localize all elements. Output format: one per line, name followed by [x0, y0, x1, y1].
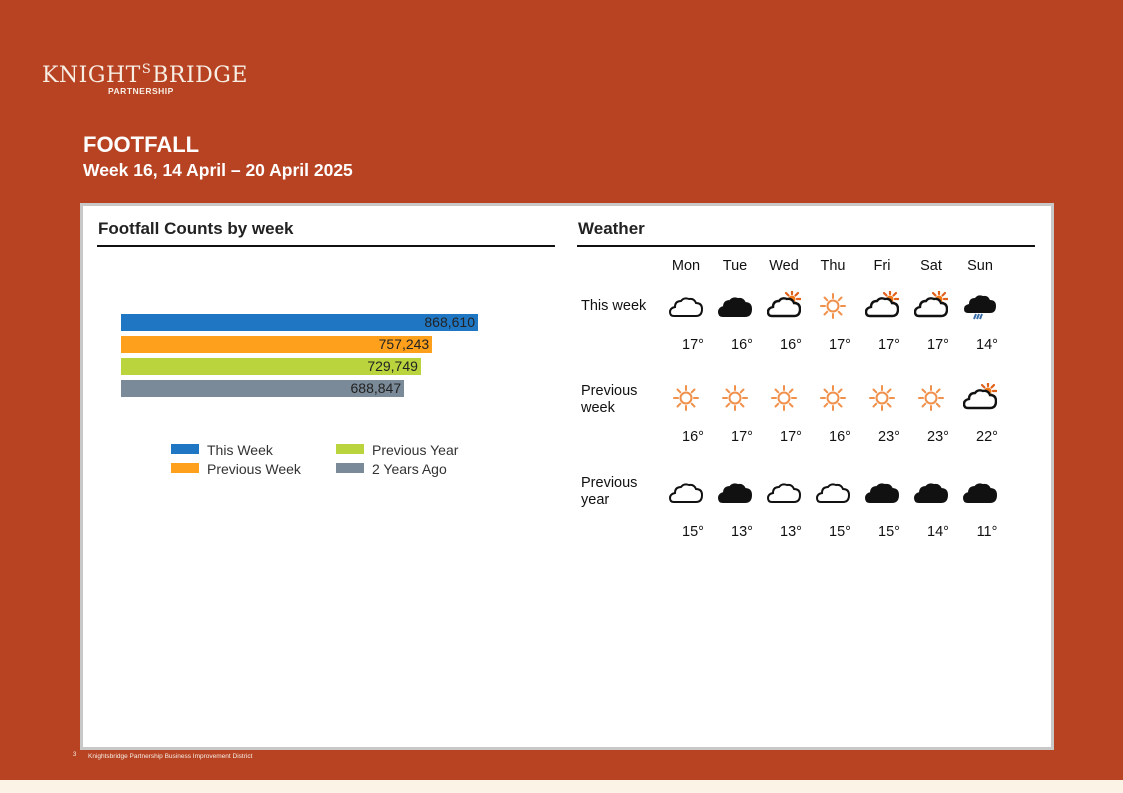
temperature-value: 16° — [682, 429, 704, 445]
temperature-value: 17° — [927, 337, 949, 353]
logo-subtitle: PARTNERSHIP — [108, 86, 174, 96]
legend-label: This Week — [207, 442, 273, 458]
sun-icon — [914, 383, 948, 413]
page-number: 3 — [73, 752, 77, 758]
cloud-rain-icon — [963, 291, 997, 321]
day-label-mon: Mon — [671, 258, 701, 274]
temperature-value: 17° — [731, 429, 753, 445]
legend-item-2-years-ago — [336, 461, 447, 477]
sun-icon — [669, 383, 703, 413]
page-subtitle: Week 16, 14 April – 20 April 2025 — [83, 160, 353, 180]
footfall-bar-2-years-ago: 688,847 — [121, 380, 404, 397]
temperature-value: 13° — [780, 524, 802, 540]
cloud-filled-icon — [865, 477, 899, 507]
day-label-sat: Sat — [920, 258, 942, 274]
cloud-filled-icon — [718, 477, 752, 507]
day-label-sun: Sun — [967, 258, 993, 274]
weather-row-label: This week — [581, 298, 647, 314]
cloud-filled-icon — [718, 291, 752, 321]
temperature-value: 22° — [976, 429, 998, 445]
cloud-sun-icon — [767, 291, 801, 321]
weather-row-label: Previous year — [581, 475, 638, 508]
temperature-value: 11° — [976, 524, 998, 540]
temperature-value: 23° — [927, 429, 949, 445]
report-panel — [80, 203, 1054, 750]
weather-row-label: Previous week — [581, 383, 638, 416]
temperature-value: 16° — [731, 337, 753, 353]
cloud-outline-icon — [669, 477, 703, 507]
cloud-outline-icon — [816, 477, 850, 507]
page-title: FOOTFALL — [83, 132, 200, 157]
temperature-value: 17° — [780, 429, 802, 445]
day-label-fri: Fri — [873, 258, 891, 274]
temperature-value: 14° — [927, 524, 949, 540]
weather-section-title: Weather — [578, 219, 645, 238]
temperature-value: 13° — [731, 524, 753, 540]
legend-swatch — [171, 463, 199, 473]
cloud-filled-icon — [963, 477, 997, 507]
legend-item-previous-week — [171, 461, 301, 477]
cloud-outline-icon — [669, 291, 703, 321]
temperature-value: 23° — [878, 429, 900, 445]
temperature-value: 15° — [682, 524, 704, 540]
logo-wordmark: $KNIGHT^SBRIDGE$ — [42, 62, 248, 88]
sun-icon — [816, 383, 850, 413]
footfall-title-rule — [97, 245, 555, 247]
footfall-bar-this-week: 868,610 — [121, 314, 478, 331]
legend-label: Previous Year — [372, 442, 459, 458]
temperature-value: 14° — [976, 337, 998, 353]
temperature-value: 16° — [829, 429, 851, 445]
day-label-tue: Tue — [722, 258, 748, 274]
legend-swatch — [336, 444, 364, 454]
cloud-sun-icon — [963, 383, 997, 413]
legend-label: 2 Years Ago — [372, 461, 447, 477]
footfall-bar-previous-year: 729,749 — [121, 358, 421, 375]
day-label-wed: Wed — [769, 258, 799, 274]
footer-text: Knightsbridge Partnership Business Improvement District — [88, 753, 253, 760]
temperature-value: 16° — [780, 337, 802, 353]
cloud-filled-icon — [914, 477, 948, 507]
legend-label: Previous Week — [207, 461, 301, 477]
legend-swatch — [171, 444, 199, 454]
sun-icon — [816, 291, 850, 321]
cloud-sun-icon — [865, 291, 899, 321]
footfall-bar-previous-week: 757,243 — [121, 336, 432, 353]
temperature-value: 17° — [878, 337, 900, 353]
cloud-outline-icon — [767, 477, 801, 507]
legend-swatch — [336, 463, 364, 473]
temperature-value: 17° — [829, 337, 851, 353]
footfall-section-title: Footfall Counts by week — [98, 219, 294, 238]
legend-item-this-week — [171, 442, 273, 458]
bottom-strip — [0, 780, 1123, 793]
sun-icon — [865, 383, 899, 413]
temperature-value: 15° — [878, 524, 900, 540]
cloud-sun-icon — [914, 291, 948, 321]
legend-item-previous-year — [336, 442, 458, 458]
day-label-thu: Thu — [820, 258, 846, 274]
weather-title-rule — [577, 245, 1035, 247]
sun-icon — [718, 383, 752, 413]
sun-icon — [767, 383, 801, 413]
temperature-value: 15° — [829, 524, 851, 540]
knightsbridge-logo — [42, 58, 252, 98]
temperature-value: 17° — [682, 337, 704, 353]
